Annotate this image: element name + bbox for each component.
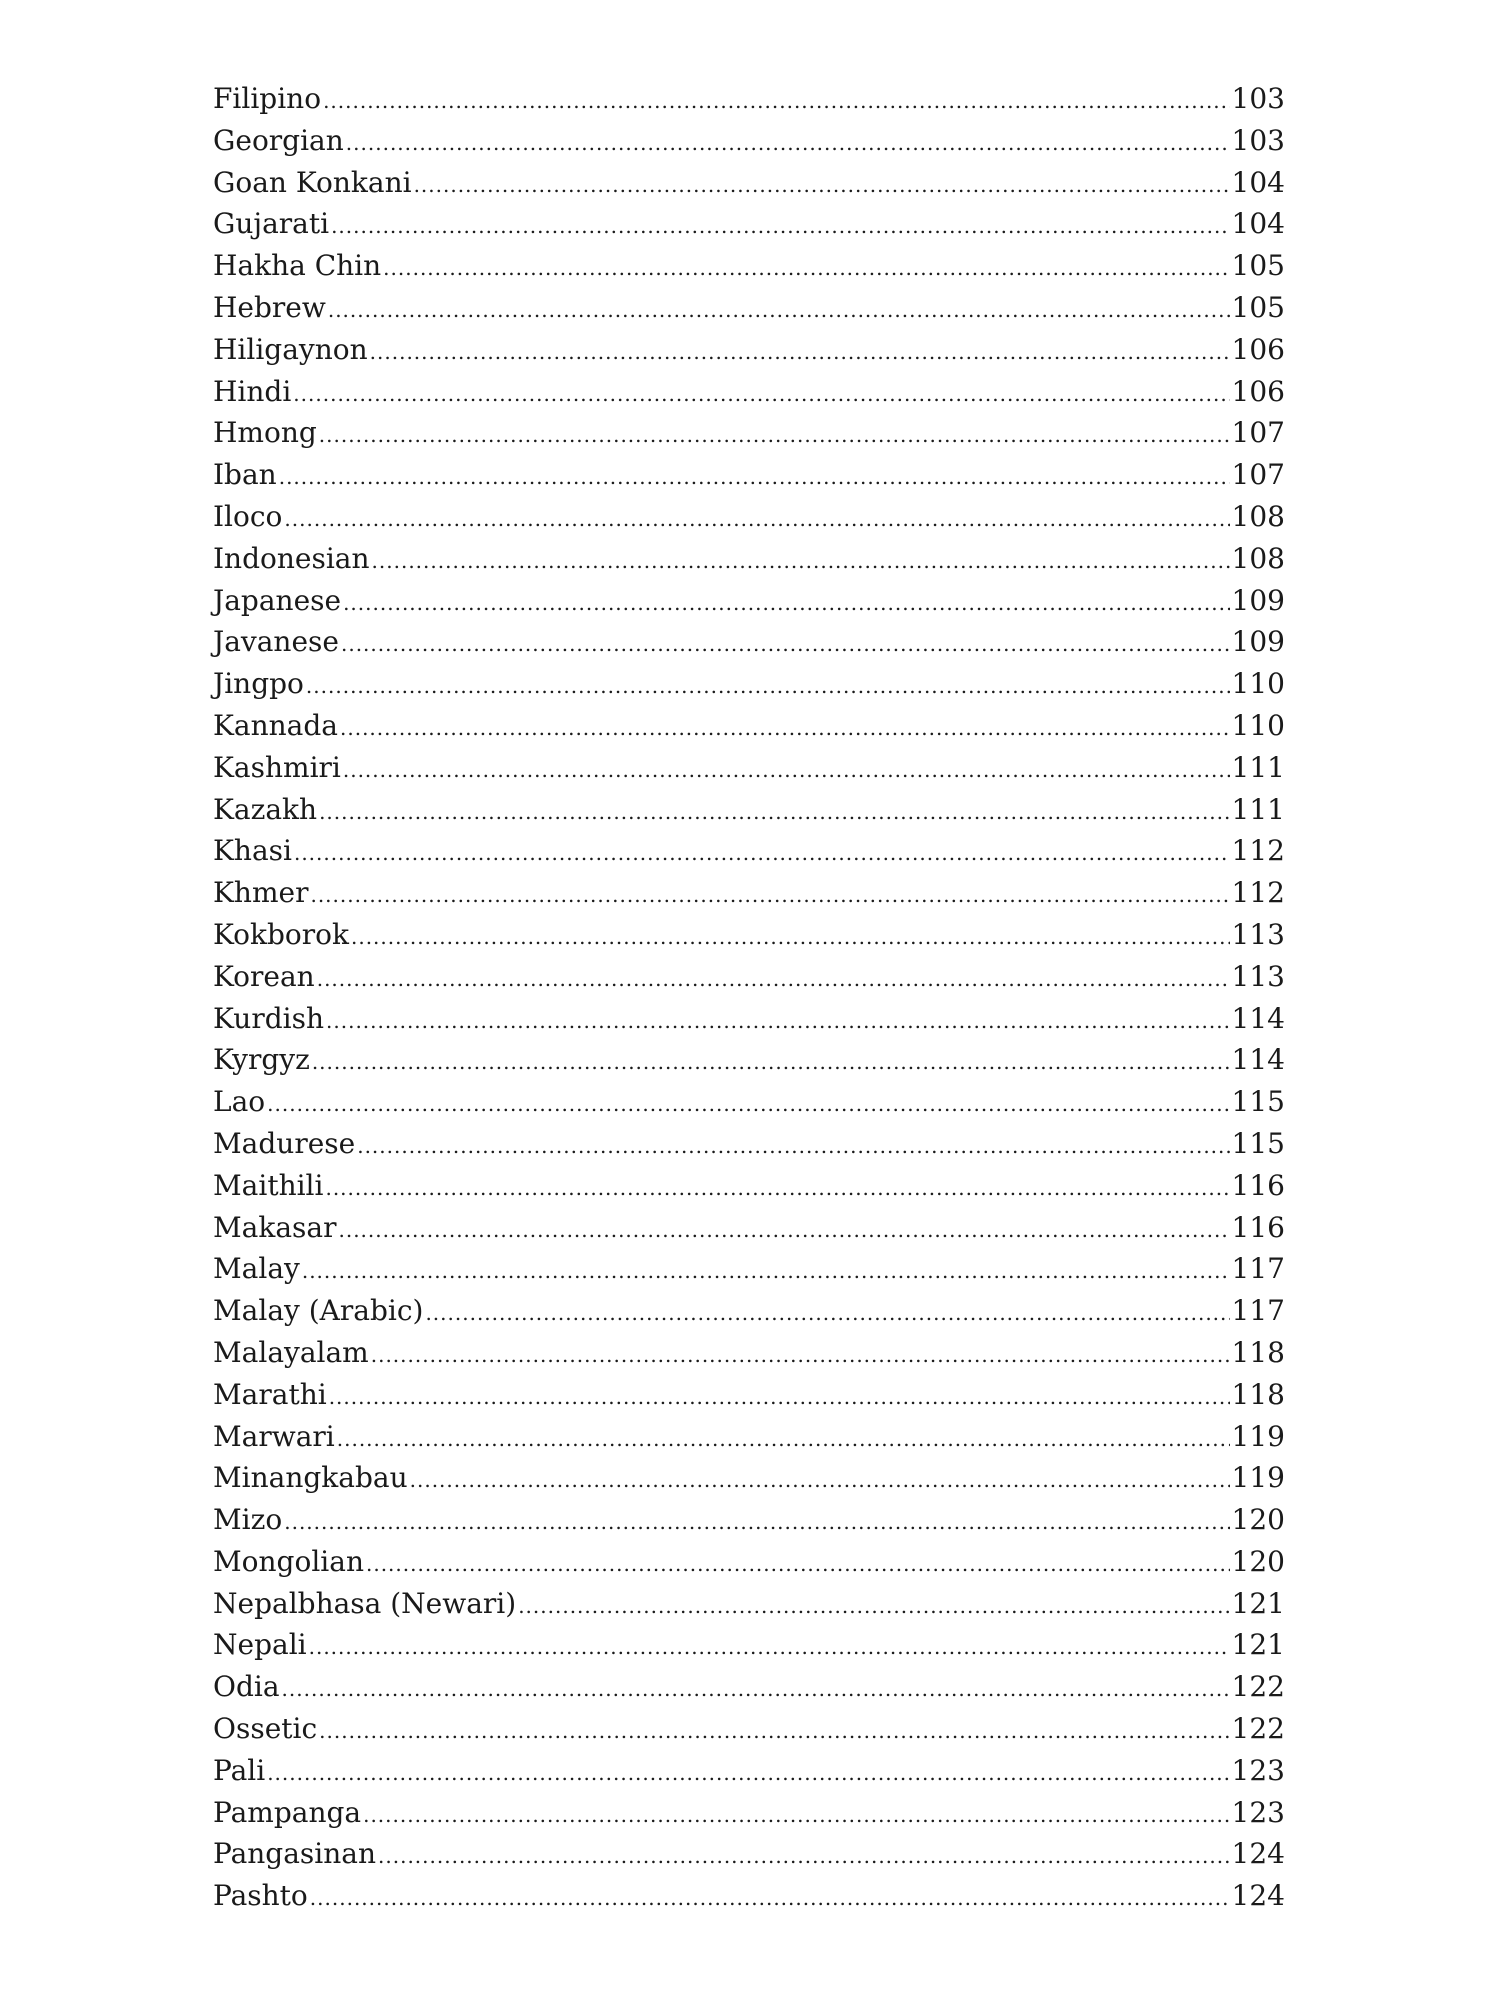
dot-leader <box>346 123 1230 165</box>
toc-entry-page-number: 108 <box>1231 541 1285 575</box>
dot-leader <box>518 1586 1229 1628</box>
dot-leader <box>323 81 1229 123</box>
toc-entry-label: Madurese <box>213 1126 356 1160</box>
toc-entry <box>213 789 1285 831</box>
toc-entry-label: Pali <box>213 1753 266 1787</box>
toc-entry <box>213 496 1285 538</box>
toc-entry <box>213 747 1285 789</box>
toc-entry-page-number: 105 <box>1231 290 1285 324</box>
toc-entry-label: Indonesian <box>213 541 370 575</box>
dot-leader <box>310 875 1229 917</box>
toc-entry-page-number: 109 <box>1231 625 1285 659</box>
toc-entry-page-number: 107 <box>1231 416 1285 450</box>
toc-entry-label: Malay <box>213 1252 300 1286</box>
toc-entry-label: Filipino <box>213 82 322 115</box>
toc-entry <box>213 1457 1285 1499</box>
dot-leader <box>326 1001 1230 1043</box>
dot-leader <box>329 1377 1230 1419</box>
toc-entry <box>213 1039 1285 1081</box>
dot-leader <box>351 917 1230 959</box>
toc-entry-page-number: 104 <box>1231 207 1285 241</box>
toc-entry-label: Khmer <box>213 876 309 910</box>
toc-entry-label: Marwari <box>213 1419 335 1453</box>
toc-entry-page-number: 124 <box>1231 1879 1285 1913</box>
toc-entry <box>213 1708 1285 1750</box>
toc-entry-label: Kyrgyz <box>213 1043 310 1077</box>
dot-leader <box>306 666 1230 708</box>
toc-entry-page-number: 118 <box>1231 1335 1285 1369</box>
dot-leader <box>312 1042 1230 1084</box>
toc-entry-page-number: 106 <box>1231 374 1285 408</box>
dot-leader <box>279 457 1230 499</box>
toc-entry-page-number: 103 <box>1231 82 1285 115</box>
toc-entry-page-number: 107 <box>1231 458 1285 492</box>
toc-entry-page-number: 113 <box>1231 959 1285 993</box>
toc-entry-page-number: 123 <box>1231 1795 1285 1829</box>
toc-entry-label: Pangasinan <box>213 1837 377 1871</box>
dot-leader <box>338 1210 1229 1252</box>
toc-entry-label: Hindi <box>213 374 292 408</box>
toc-entry-page-number: 114 <box>1231 1001 1285 1035</box>
dot-leader <box>414 165 1230 207</box>
toc-entry-page-number: 111 <box>1231 792 1285 826</box>
dot-leader <box>363 1795 1229 1837</box>
toc-entry <box>213 78 1285 120</box>
toc-entry <box>213 914 1285 956</box>
toc-entry-label: Javanese <box>213 625 339 659</box>
toc-entry-label: Iban <box>213 458 277 492</box>
dot-leader <box>383 248 1229 290</box>
toc-entry <box>213 998 1285 1040</box>
toc-entry-label: Georgian <box>213 123 344 157</box>
toc-entry-label: Minangkabau <box>213 1461 408 1495</box>
toc-entry <box>213 1290 1285 1332</box>
toc-entry-label: Hebrew <box>213 290 326 324</box>
dot-leader <box>343 750 1230 792</box>
toc-entry <box>213 872 1285 914</box>
toc-entry-page-number: 109 <box>1231 583 1285 617</box>
toc-entry-label: Malay (Arabic) <box>213 1294 424 1328</box>
toc-entry <box>213 1374 1285 1416</box>
toc-entry <box>213 1750 1285 1792</box>
toc-entry-page-number: 118 <box>1231 1377 1285 1411</box>
toc-entry-page-number: 116 <box>1231 1210 1285 1244</box>
toc-entry-page-number: 104 <box>1231 165 1285 199</box>
dot-leader <box>325 1168 1229 1210</box>
toc-entry-label: Kurdish <box>213 1001 325 1035</box>
toc-entry <box>213 621 1285 663</box>
toc-entry <box>213 705 1285 747</box>
dot-leader <box>267 1084 1229 1126</box>
toc-entry-page-number: 119 <box>1231 1419 1285 1453</box>
toc-entry-page-number: 115 <box>1231 1085 1285 1119</box>
dot-leader <box>319 1711 1229 1753</box>
dot-leader <box>341 624 1230 666</box>
toc-entry-page-number: 112 <box>1231 876 1285 910</box>
dot-leader <box>371 1335 1230 1377</box>
toc-entry-page-number: 117 <box>1231 1252 1285 1286</box>
toc-entry-page-number: 122 <box>1231 1670 1285 1704</box>
toc-entry <box>213 412 1285 454</box>
toc-entry-label: Pashto <box>213 1879 308 1913</box>
toc-entry-label: Nepalbhasa (Newari) <box>213 1586 517 1620</box>
toc-entry-label: Goan Konkani <box>213 165 412 199</box>
dot-leader <box>319 415 1230 457</box>
toc-entry <box>213 454 1285 496</box>
toc-entry <box>213 1123 1285 1165</box>
toc-entry-page-number: 114 <box>1231 1043 1285 1077</box>
dot-leader <box>302 1251 1230 1293</box>
dot-leader <box>340 708 1230 750</box>
toc-entry <box>213 580 1285 622</box>
toc-entry <box>213 1499 1285 1541</box>
dot-leader <box>337 1419 1230 1461</box>
toc-entry-page-number: 116 <box>1231 1168 1285 1202</box>
toc-entry-label: Ossetic <box>213 1712 318 1746</box>
toc-entry-label: Odia <box>213 1670 280 1704</box>
toc-entry-page-number: 124 <box>1231 1837 1285 1871</box>
toc-entry <box>213 663 1285 705</box>
toc-entry <box>213 1541 1285 1583</box>
dot-leader <box>328 290 1230 332</box>
toc-entry-label: Nepali <box>213 1628 307 1662</box>
toc-entry-label: Marathi <box>213 1377 327 1411</box>
toc-entry-page-number: 103 <box>1231 123 1285 157</box>
toc-entry-label: Hiligaynon <box>213 332 368 366</box>
toc-entry <box>213 120 1285 162</box>
dot-leader <box>378 1836 1230 1878</box>
toc-entry-label: Maithili <box>213 1168 324 1202</box>
toc-entry <box>213 1416 1285 1458</box>
toc-entry <box>213 1165 1285 1207</box>
toc-entry-page-number: 105 <box>1231 249 1285 283</box>
dot-leader <box>372 541 1230 583</box>
toc-entry <box>213 245 1285 287</box>
toc-entry <box>213 371 1285 413</box>
dot-leader <box>317 959 1230 1001</box>
toc-entry-label: Korean <box>213 959 315 993</box>
dot-leader <box>293 374 1229 416</box>
toc-entry <box>213 1207 1285 1249</box>
toc-entry <box>213 538 1285 580</box>
dot-leader <box>267 1753 1229 1795</box>
toc-entry-label: Gujarati <box>213 207 330 241</box>
toc-entry <box>213 287 1285 329</box>
toc-entry-page-number: 115 <box>1231 1126 1285 1160</box>
toc-entry-label: Japanese <box>213 583 342 617</box>
toc-entry-label: Kannada <box>213 708 338 742</box>
dot-leader <box>366 1544 1230 1586</box>
dot-leader <box>370 332 1230 374</box>
toc-entry-page-number: 122 <box>1231 1712 1285 1746</box>
toc-entry-label: Hmong <box>213 416 317 450</box>
toc-entry-page-number: 111 <box>1231 750 1285 784</box>
toc-entry-page-number: 108 <box>1231 499 1285 533</box>
toc-entry <box>213 1833 1285 1875</box>
toc-entry <box>213 956 1285 998</box>
toc-entry-label: Kokborok <box>213 917 349 951</box>
toc-entry <box>213 1332 1285 1374</box>
toc-entry-label: Khasi <box>213 834 292 868</box>
toc-entry-label: Mongolian <box>213 1544 364 1578</box>
toc-entry-label: Makasar <box>213 1210 337 1244</box>
toc-entry <box>213 1666 1285 1708</box>
toc-entry-page-number: 112 <box>1231 834 1285 868</box>
dot-leader <box>309 1627 1230 1669</box>
dot-leader <box>343 583 1229 625</box>
toc-entry-page-number: 123 <box>1231 1753 1285 1787</box>
dot-leader <box>310 1878 1230 1920</box>
dot-leader <box>282 1669 1230 1711</box>
toc-entry-label: Malayalam <box>213 1335 369 1369</box>
dot-leader <box>425 1293 1229 1335</box>
toc-entry-label: Pampanga <box>213 1795 362 1829</box>
toc-entry-page-number: 117 <box>1231 1294 1285 1328</box>
toc-entry-label: Mizo <box>213 1503 283 1537</box>
toc-entry <box>213 1248 1285 1290</box>
dot-leader <box>410 1460 1230 1502</box>
toc-entry-page-number: 110 <box>1231 667 1285 701</box>
toc-entry <box>213 1081 1285 1123</box>
toc-entry-page-number: 120 <box>1231 1544 1285 1578</box>
toc-entry-label: Jingpo <box>213 667 304 701</box>
dot-leader <box>357 1126 1229 1168</box>
toc-entry <box>213 830 1285 872</box>
dot-leader <box>284 1502 1229 1544</box>
toc-entry <box>213 162 1285 204</box>
toc-entry-label: Lao <box>213 1085 266 1119</box>
toc-entry-label: Kashmiri <box>213 750 341 784</box>
toc-entry-page-number: 120 <box>1231 1503 1285 1537</box>
toc-entry-label: Iloco <box>213 499 283 533</box>
toc-entry <box>213 1624 1285 1666</box>
toc-entry <box>213 1792 1285 1834</box>
dot-leader <box>294 833 1230 875</box>
toc-entry <box>213 1875 1285 1917</box>
toc-entry-page-number: 113 <box>1231 917 1285 951</box>
dot-leader <box>331 206 1229 248</box>
toc-entry-page-number: 121 <box>1231 1586 1285 1620</box>
toc-entry-page-number: 121 <box>1231 1628 1285 1662</box>
toc-entry <box>213 329 1285 371</box>
dot-leader <box>319 792 1229 834</box>
dot-leader <box>284 499 1229 541</box>
toc-entry-page-number: 110 <box>1231 708 1285 742</box>
toc-entry <box>213 203 1285 245</box>
toc-entry-page-number: 106 <box>1231 332 1285 366</box>
toc-entry-page-number: 119 <box>1231 1461 1285 1495</box>
toc-entry-label: Hakha Chin <box>213 249 382 283</box>
toc-entry-label: Kazakh <box>213 792 318 826</box>
toc-entry <box>213 1583 1285 1625</box>
table-of-contents <box>213 78 1285 1917</box>
